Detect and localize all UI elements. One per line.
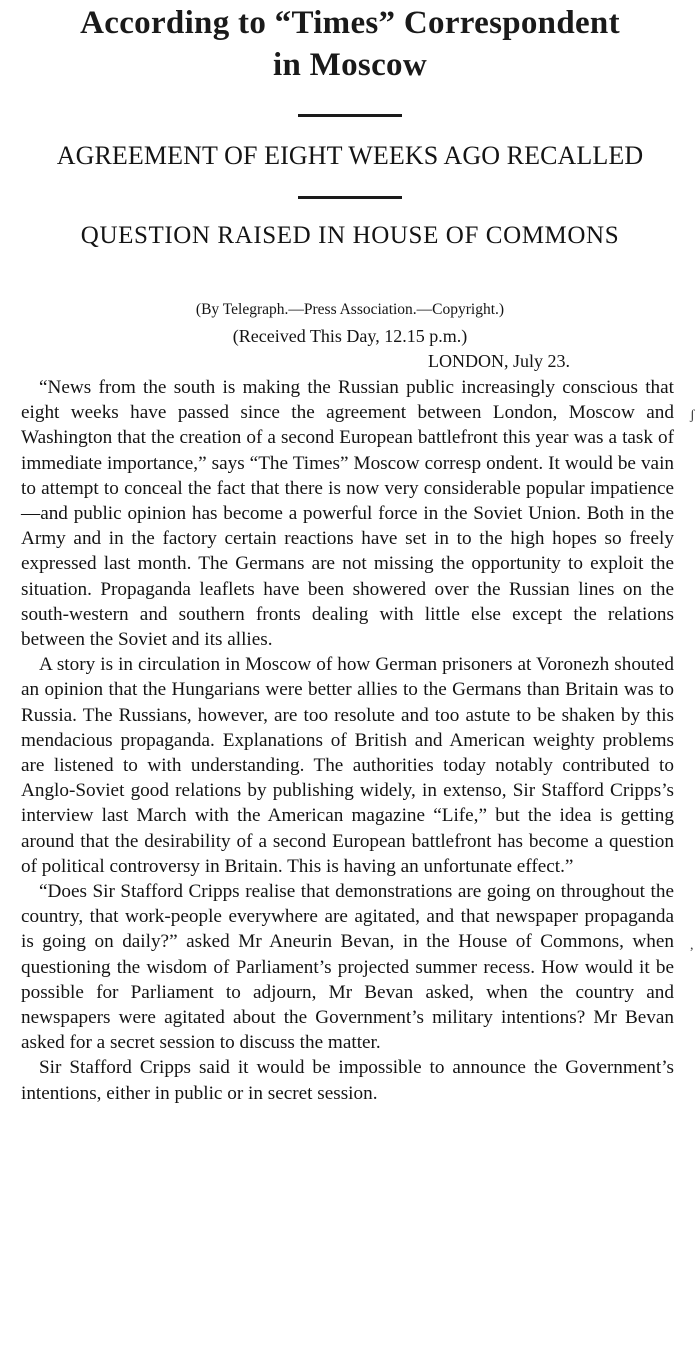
article-paragraph: “News from the south is making the Russian public increasingly conscious that eight weeks have passed since the agreement between London, Moscow and Washington that the creation of a second European battlefront this year was a task of immediate importance,” says “The Times” Moscow corresp ondent. It would be vain to attempt to conceal the fact that there is now very considerable popular impatience—and public opinion has become a powerful force in the Soviet Union. Both in the Army and in the factory certain reactions have set in to the high hopes so freely expressed last month. The Germans are not missing the opportunity to exploit the situation. Propaganda leaflets have been showered over the Russian lines on the south-western and southern fronts dealing with little else except the relations between the Soviet and its allies. bbox=[21, 377, 674, 651]
article-body bbox=[21, 375, 674, 1106]
print-speck: , bbox=[690, 938, 694, 953]
article-paragraph: Sir Stafford Cripps said it would be impossible to announce the Government’s intentions, either in public or in secret session. bbox=[21, 1057, 674, 1104]
article-paragraph: A story is in circulation in Moscow of how German prisoners at Voronezh shouted an opinion that the Hungarians were better allies to the Germans than Britain was to Russia. The Russians, however, are too resolute and too astute to be shaken by this mendacious propaganda. Explanations of British and American weighty problems are listened to with understanding. The authorities today notably contributed to Anglo-Soviet good relations by publishing widely, in extenso, Sir Stafford Cripps’s interview last March with the American magazine “Life,” but the idea is getting around that the desirability of a second European battlefront has become a question of political controversy in Britain. This is having an unfortunate effect.” bbox=[21, 654, 674, 877]
dateline: LONDON, July 23. bbox=[428, 351, 570, 371]
subheadline-question: QUESTION RAISED IN HOUSE OF COMMONS bbox=[80, 222, 620, 249]
headline-line-2: in Moscow bbox=[273, 47, 427, 83]
wire-credit: (By Telegraph.—Press Association.—Copyright.) bbox=[195, 301, 505, 318]
divider-rule bbox=[298, 114, 402, 117]
headline-line-1: According to “Times” Correspondent bbox=[80, 5, 620, 41]
article-paragraph: “Does Sir Stafford Cripps realise that demonstrations are going on throughout the country, that work-people everywhere are agitated, and that newspaper propaganda is going on daily?” asked Mr Aneurin Bevan, in the House of Commons, when questioning the wisdom of Parliament’s projected summer recess. How would it be possible for Parliament to adjourn, Mr Bevan asked, when the country and newspapers were agitated about the Government’s military intentions? Mr Bevan asked for a secret session to discuss the matter. bbox=[21, 881, 674, 1054]
subheadline-agreement: AGREEMENT OF EIGHT WEEKS AGO RECALLED bbox=[56, 141, 644, 170]
divider-rule bbox=[298, 196, 402, 199]
main-headline bbox=[0, 2, 700, 86]
received-time: (Received This Day, 12.15 p.m.) bbox=[232, 326, 468, 346]
print-speck: ʃ bbox=[690, 408, 695, 423]
